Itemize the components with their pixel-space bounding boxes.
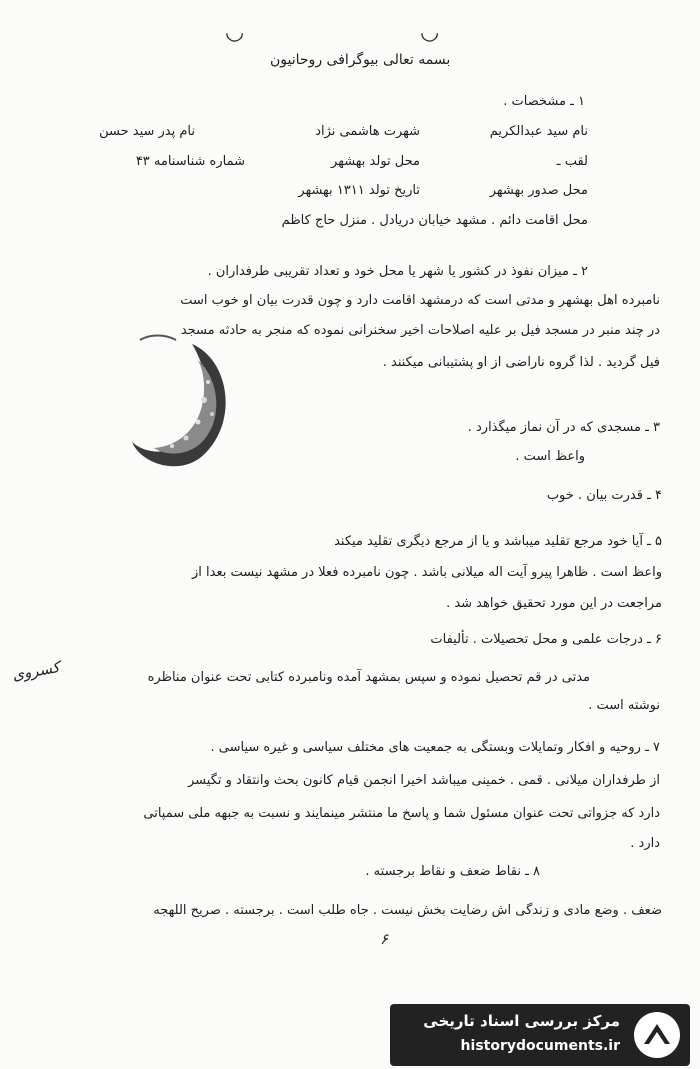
field-nickname: لقب ـ [556,154,588,169]
section-6-text-1: مدتی در قم تحصیل نموده و سپس بمشهد آمده ونامبرده کتابی تحت عنوان مناظره [147,670,590,685]
field-name: نام سید عبدالکریم [489,124,588,139]
watermark-logo-icon [632,1010,682,1060]
field-issue-place: محل صدور بهشهر [489,183,588,198]
top-mark-right: ◡ [420,20,440,45]
section-1-heading: ۱ ـ مشخصات . [503,94,585,109]
section-4-heading: ۴ ـ قدرت بیان . خوب [546,488,662,503]
handwritten-mark: ۶ [380,930,389,948]
section-8-text-1: ضعف . وضع مادی و زندگی اش رضایت بخش نیست . جاه طلب است . برجسته . صریح اللهجه [153,903,662,918]
section-6-text-2: نوشته است . [588,698,660,713]
section-5-heading: ۵ ـ آیا خود مرجع تقلید میباشد و یا از مرجع دیگری تقلید میکند [334,534,662,549]
section-8-heading: ۸ ـ نقاط ضعف و نقاط برجسته . [365,864,540,879]
section-7-text-3: دارد . [630,836,660,851]
section-5-text-1: واعظ است . ظاهرا پیرو آیت اله میلانی باشد . چون نامبرده فعلا در مشهد نیست بعدا از [192,565,662,580]
watermark-text-fa: مرکز بررسی اسناد تاریخی [423,1012,620,1030]
handwritten-note: کسروی [10,657,61,685]
section-2-text-2: در چند منبر در مسجد فیل بر علیه اصلاحات اخیر سخنرانی نموده که منجر به حادثه مسجد [180,323,660,338]
section-6-heading: ۶ ـ درجات علمی و محل تحصیلات . تألیفات [430,632,662,647]
section-7-heading: ۷ ـ روحیه و افکار وتمایلات وبستگی به جمعیت های مختلف سیاسی و غیره سیاسی . [210,740,660,755]
field-birthplace: محل تولد بهشهر [331,154,420,169]
top-mark-left: ◡ [225,20,245,45]
field-residence: محل اقامت دائم . مشهد خیابان دریادل . منزل حاج کاظم [281,213,588,228]
section-7-text-1: از طرفداران میلانی . قمی . خمینی میباشد اخیرا انجمن قیام کانون بحث وانتقاد و تگیسر [188,773,660,788]
field-id-number: شماره شناسنامه ۴۳ [135,154,245,169]
field-birth-date: تاریخ تولد ۱۳۱۱ بهشهر [298,183,420,198]
section-2-text-1: نامبرده اهل بهشهر و مدتی است که درمشهد اقامت دارد و چون قدرت بیان او خوب است [180,293,660,308]
section-5-text-2: مراجعت در این مورد تحقیق خواهد شد . [446,596,662,611]
section-3-heading: ۳ ـ مسجدی که در آن نماز میگذارد . [467,420,660,435]
section-3-answer: واعظ است . [515,449,585,464]
watermark-badge [390,1004,690,1066]
section-2-heading: ۲ ـ میزان نفوذ در کشور یا شهر یا محل خود و تعداد تقریبی طرفداران . [207,264,588,279]
watermark-url: historydocuments.ir [460,1038,620,1054]
seal-stamp [120,330,240,470]
document-title: بسمه تعالی بیوگرافی روحانیون [270,52,451,68]
field-family: شهرت هاشمی نژاد [315,124,420,139]
section-7-text-2: دارد که جزواتی تحت عنوان مسئول شما و پاسخ ما منتشر مینمایند و نسبت به جبهه ملی سمپاتی [143,806,660,821]
field-father: نام پدر سید حسن [99,124,195,139]
section-2-text-3: فیل گردید . لذا گروه ناراضی از او پشتیبانی میکنند . [382,355,660,370]
